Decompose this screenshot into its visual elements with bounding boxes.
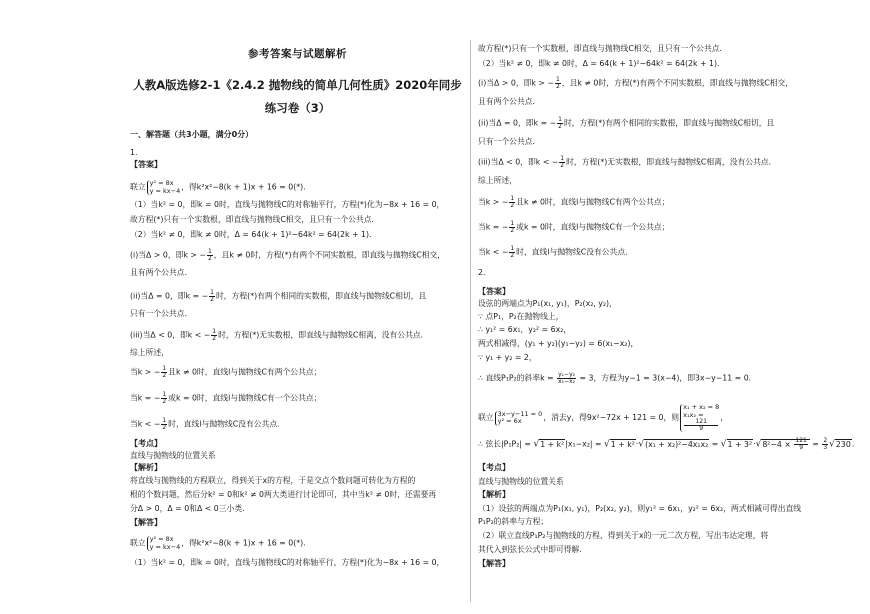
question-number: 2. <box>478 268 486 277</box>
answer-line-8: 只有一个公共点． <box>130 309 193 318</box>
fraction: $\frac{1}{2}$ <box>210 289 214 303</box>
column-divider <box>470 40 471 602</box>
vieta-system: x₁ + x₂ = 8 x₁x₂ = 121 9 <box>680 404 719 432</box>
answer-line-5: (i)当Δ > 0，即k > − $\frac{1}{2}$ ，且k ≠ 0时，方程(*)有两个不同实数根，即直线与抛物线C相交， <box>130 248 446 262</box>
fraction: $\frac{1}{2}$ <box>560 155 565 169</box>
cont-line-3: (i)当Δ > 0，即k > − $\frac{1}{2}$ ，且k ≠ 0时，方程(*)有两个不同实数根，即直线与抛物线C相交， <box>478 76 794 90</box>
cont-line-6: 只有一个公共点． <box>478 137 541 146</box>
jiexi-line-1: （1）设弦的两端点为P₁(x₁, y₁)，P₂(x₂, y₂)，则y₁² = 6x₁，y₂² = 6x₂，两式相减可得出直线 <box>478 504 802 513</box>
fraction: $\frac{1}{2}$ <box>162 417 167 431</box>
doc-subtitle: 练习卷（3） <box>264 101 331 115</box>
jiexi-line-2: P₁P₂的斜率与方程； <box>478 517 549 526</box>
jieda-line-2: （1）当k² = 0，即k = 0时，直线与抛物线C的对称轴平行，方程(*)化为−8x + 16 = 0， <box>130 558 445 567</box>
equation-system: 3x−y−11 = 0 y² = 6x <box>495 411 543 426</box>
kaodian-text: 直线与抛物线的位置关系 <box>478 477 564 486</box>
q2-line-1: 设弦的两端点为P₁(x₁, y₁)，P₂(x₂, y₂)， <box>478 299 617 308</box>
equation-system: y² = 8x y = kx−4 <box>147 180 181 195</box>
answer-line-6: 且有两个公共点． <box>130 268 193 277</box>
fraction: $\frac{1}{2}$ <box>162 391 167 405</box>
equation-system: y² = 8x y = kx−4 <box>147 536 181 551</box>
kaodian-heading: 【考点】 <box>478 463 510 472</box>
section-heading: 一、解答题（共3小题，满分0分） <box>130 130 254 139</box>
q2-line-5: ∵ y₁ + y₂ = 2， <box>478 353 537 362</box>
answer-line-13: 当k < − $\frac{1}{2}$ 时，直线l与抛物线C没有公共点． <box>130 417 285 431</box>
doc-heading: 参考答案与试题解析 <box>248 48 347 60</box>
answer-line-10: 综上所述， <box>130 348 169 357</box>
cont-line-2: （2）当k² ≠ 0，即k ≠ 0时，Δ = 64(k + 1)²−64k² = 64(2k + 1)． <box>478 59 725 68</box>
answer-line-3: 故方程(*)只有一个实数根，即直线与抛物线C相交，且只有一个公共点． <box>130 215 380 224</box>
q2-line-2: ∵ 点P₁，P₂在抛物线上， <box>478 312 564 321</box>
jiexi-line-3: 分Δ > 0，Δ = 0和Δ < 0三小类． <box>130 504 250 513</box>
cont-line-11: 当k < − $\frac{1}{2}$ 时，直线l与抛物线C没有公共点． <box>478 245 633 259</box>
fraction: $\frac{1}{2}$ <box>207 248 212 262</box>
fraction: $\frac{1}{2}$ <box>558 116 562 130</box>
kaodian-heading: 【考点】 <box>130 439 162 448</box>
answer-line-1: 联立 y² = 8x y = kx−4 ，得k²x²−8(k + 1)x + 16 = 0(*)． <box>130 179 311 195</box>
fraction: $\frac{1}{2}$ <box>510 220 515 234</box>
q2-line-8: ∴ 弦长|P₁P₂| = √1 + k²|x₁−x₂| = √1 + k²·√(x₁ + x₂)²−4x₁x₂ = √1 + 3²·√8²−4 × $\frac{121}{9}$ = $\frac{2}{3}$ √230． <box>478 437 860 451</box>
cont-line-10: 当k = − $\frac{1}{2}$ 或k = 0时，直线l与抛物线C有一个公共点； <box>478 220 670 234</box>
left-column <box>130 0 465 614</box>
kaodian-text: 直线与抛物线的位置关系 <box>130 451 216 460</box>
right-column <box>478 0 860 614</box>
question-number: 1. <box>130 148 138 157</box>
fraction: $\frac{1}{2}$ <box>212 328 217 342</box>
fraction: $\frac{1}{2}$ <box>510 195 515 209</box>
answer-line-7: (ii)当Δ = 0，即k = − $\frac{1}{2}$ 时，方程(*)有两个相同的实数根，即直线与抛物线C相切，且 <box>130 289 427 303</box>
jiexi-line-2: 根的个数问题，然后分k² = 0和k² ≠ 0两大类进行讨论即可，其中当k² ≠ 0时，还需要再 <box>130 490 437 499</box>
jiexi-line-3: （2）联立直线P₁P₂与抛物线的方程，得到关于x的一元二次方程，写出韦达定理，将 <box>478 531 769 540</box>
jiexi-heading: 【解析】 <box>130 463 162 472</box>
jiexi-line-4: 其代入到弦长公式中即可得解． <box>478 545 588 554</box>
fraction: $\frac{1}{2}$ <box>555 76 560 90</box>
q2-line-6: ∴ 直线P₁P₂的斜率k = $\frac{\text{y₁−y₂}}{\text{x₁−x₂}}$ = 3，方程为y−1 = 3(x−4)，即3x−y−11 = 0． <box>478 371 757 385</box>
answer-line-11: 当k > − $\frac{1}{2}$ 且k ≠ 0时，直线l与抛物线C有两个公共点； <box>130 365 322 379</box>
cont-line-7: (iii)当Δ < 0，即k < − $\frac{1}{2}$ 时，方程(*)无实数根，即直线与抛物线C相离，没有公共点． <box>478 155 777 169</box>
cont-line-4: 且有两个公共点． <box>478 97 541 106</box>
answer-line-2: （1）当k² = 0，即k = 0时，直线与抛物线C的对称轴平行，方程(*)化为−8x + 16 = 0， <box>130 200 445 209</box>
answer-line-4: （2）当k² ≠ 0，即k ≠ 0时，Δ = 64(k + 1)²−64k² = 64(2k + 1)． <box>130 230 377 239</box>
q2-line-7: 联立 3x−y−11 = 0 y² = 6x ，消去y，得9x²−72x + 121 = 0，则 x₁ + x₂ = 8 x₁x₂ = 121 9 ， <box>478 403 729 432</box>
slope-fraction: $\frac{\text{y₁−y₂}}{\text{x₁−x₂}}$ <box>558 371 576 385</box>
jiexi-line-1: 将直线与抛物线的方程联立，得到关于x的方程，于是交点个数问题可转化为方程的 <box>130 476 416 485</box>
answer-line-9: (iii)当Δ < 0，即k < − $\frac{1}{2}$ 时，方程(*)无实数根，即直线与抛物线C相离，没有公共点． <box>130 328 429 342</box>
cont-line-9: 当k > − $\frac{1}{2}$ 且k ≠ 0时，直线l与抛物线C有两个公共点； <box>478 195 670 209</box>
answer-line-12: 当k = − $\frac{1}{2}$ 或k = 0时，直线l与抛物线C有一个公共点； <box>130 391 322 405</box>
q2-line-4: 两式相减得，(y₁ + y₂)(y₁−y₂) = 6(x₁−x₂)， <box>478 339 639 348</box>
jieda-heading: 【解答】 <box>130 518 162 527</box>
answer-heading: 【答案】 <box>478 287 510 296</box>
fraction: $\frac{1}{2}$ <box>510 245 515 259</box>
q2-line-3: ∴ y₁² = 6x₁，y₂² = 6x₂， <box>478 325 572 334</box>
answer-heading: 【答案】 <box>130 160 162 169</box>
jieda-line-1: 联立 y² = 8x y = kx−4 ，得k²x²−8(k + 1)x + 16 = 0(*)． <box>130 535 311 551</box>
jiexi-heading: 【解析】 <box>478 490 510 499</box>
cont-line-1: 故方程(*)只有一个实数根，即直线与抛物线C相交，且只有一个公共点． <box>478 44 728 53</box>
doc-title: 人教A版选修2-1《2.4.2 抛物线的简单几何性质》2020年同步 <box>133 78 462 92</box>
jieda-heading: 【解答】 <box>478 559 510 568</box>
fraction: $\frac{1}{2}$ <box>162 365 167 379</box>
cont-line-5: (ii)当Δ = 0，即k = − $\frac{1}{2}$ 时，方程(*)有两个相同的实数根，即直线与抛物线C相切，且 <box>478 116 775 130</box>
cont-line-8: 综上所述， <box>478 176 517 185</box>
